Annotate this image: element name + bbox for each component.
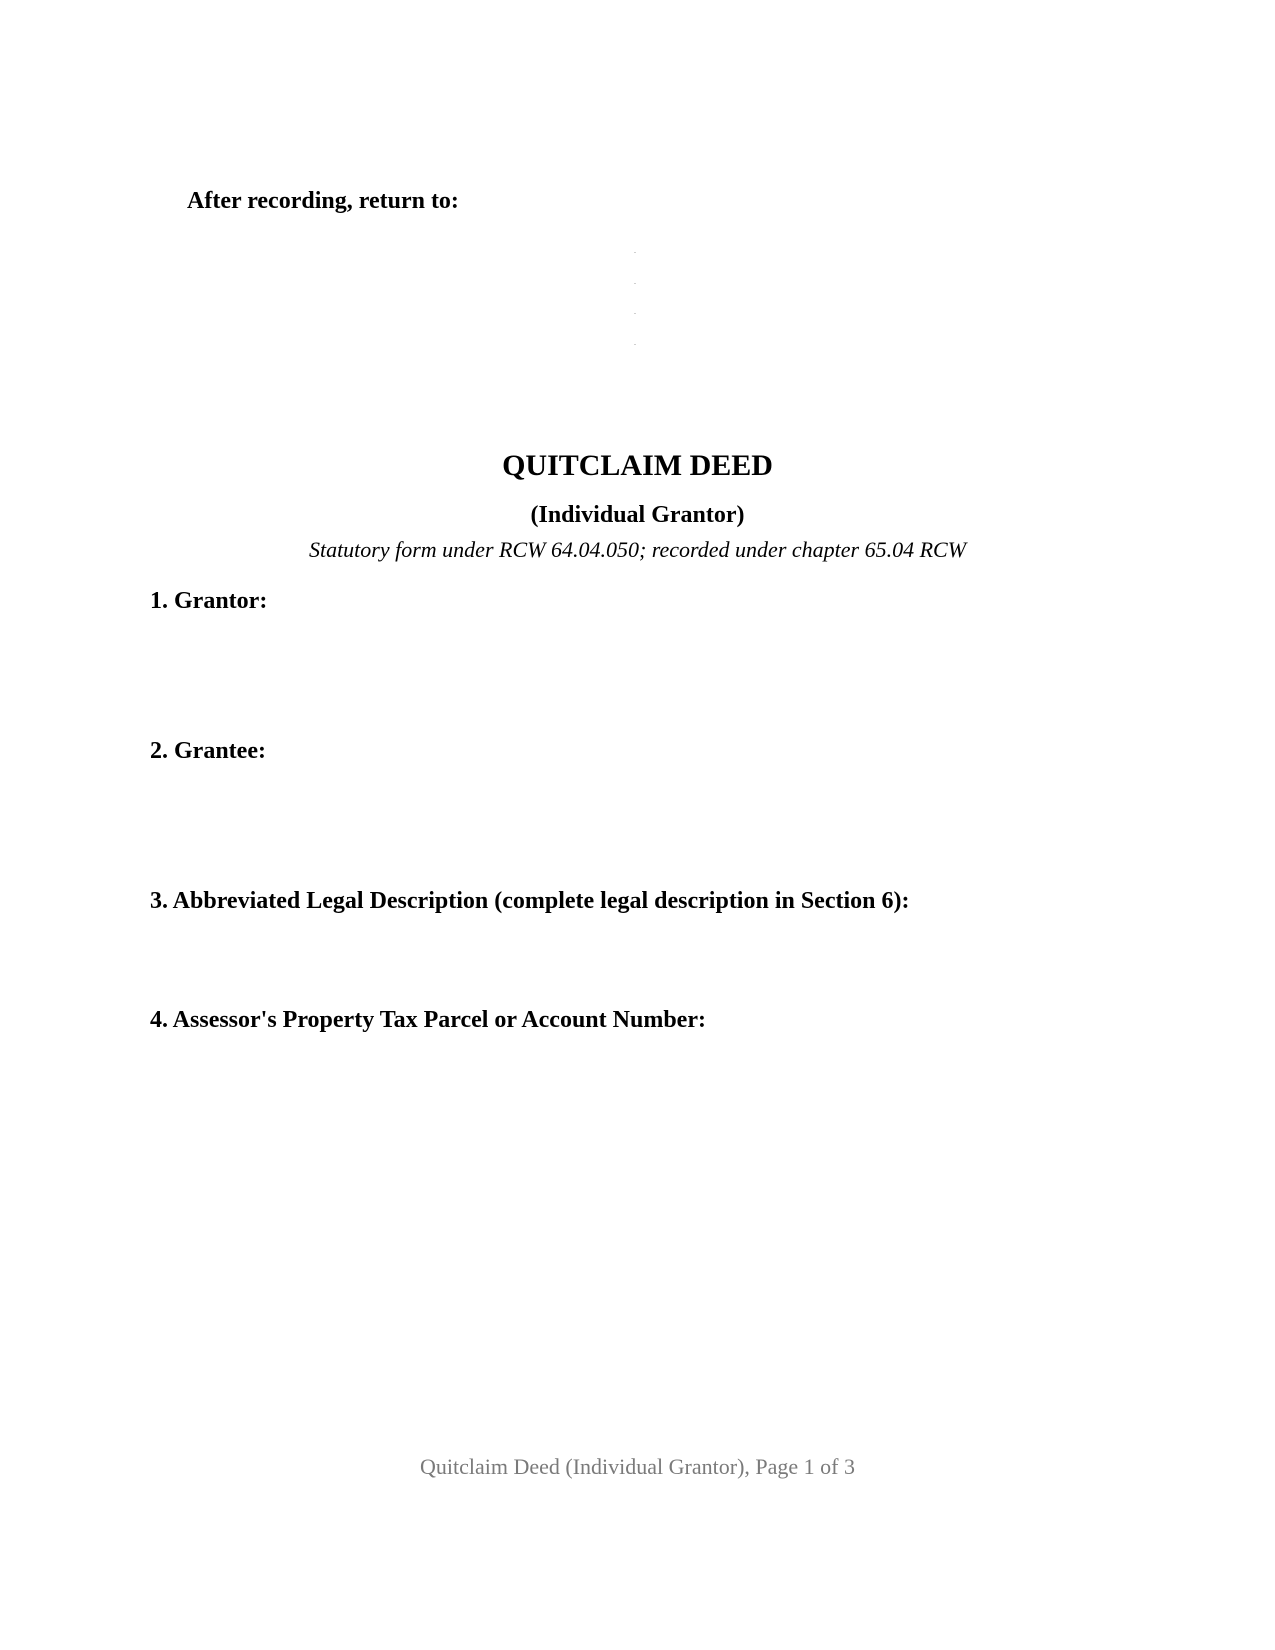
legal-description-label: 3. Abbreviated Legal Description (complete legal description in Section 6): xyxy=(150,888,910,914)
return-address-line xyxy=(634,252,636,253)
statute-note: Statutory form under RCW 64.04.050; recorded under chapter 65.04 RCW xyxy=(308,537,967,562)
return-address-line xyxy=(634,313,636,314)
grantee-label: 2. Grantee: xyxy=(150,738,266,764)
document-title: QUITCLAIM DEED xyxy=(502,449,773,482)
parcel-number-label: 4. Assessor's Property Tax Parcel or Account Number: xyxy=(150,1007,706,1033)
return-address-line xyxy=(634,283,636,284)
return-to-label: After recording, return to: xyxy=(187,188,459,214)
grantor-label: 1. Grantor: xyxy=(150,588,268,614)
return-address-block xyxy=(634,252,638,352)
document-subtitle: (Individual Grantor) xyxy=(530,502,745,528)
page-footer: Quitclaim Deed (Individual Grantor), Page 1 of 3 xyxy=(420,1454,855,1479)
return-address-line xyxy=(634,344,636,345)
